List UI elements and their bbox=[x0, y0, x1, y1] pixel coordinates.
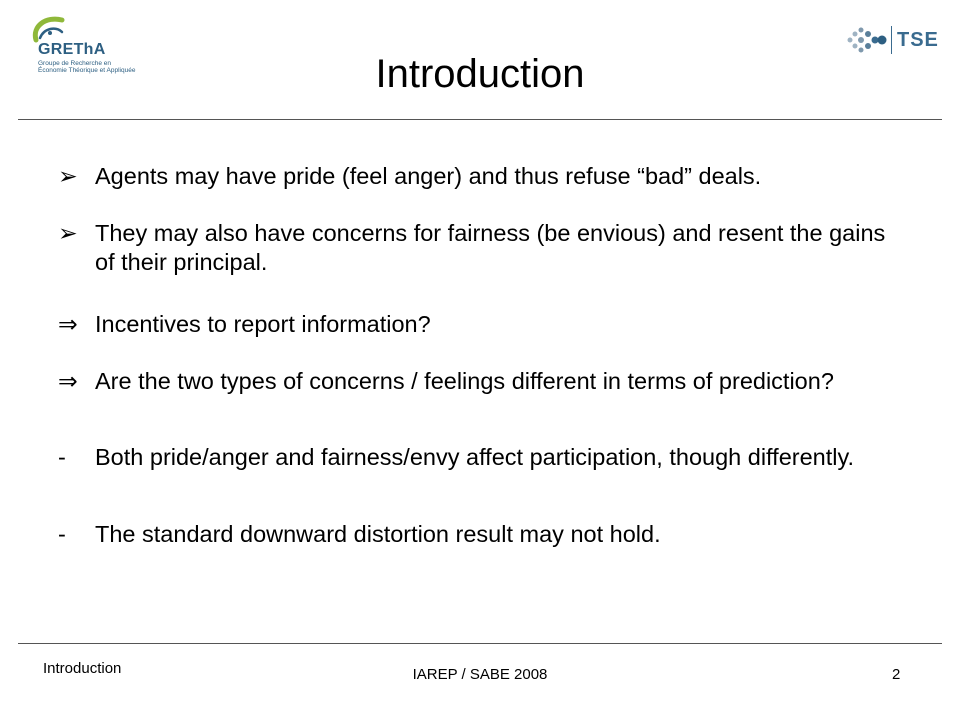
title-divider bbox=[18, 119, 942, 120]
bullet-item-2 bbox=[58, 219, 898, 277]
tse-logo-name: TSE bbox=[897, 29, 939, 51]
bullet-item-4 bbox=[58, 367, 898, 396]
footer-section-label: Introduction bbox=[43, 660, 122, 677]
arrow-bullet-icon: ➢ bbox=[58, 163, 78, 189]
bullet-text: Are the two types of concerns / feelings different in terms of prediction? bbox=[95, 368, 834, 394]
bullet-text: The standard downward distortion result may not hold. bbox=[95, 521, 661, 547]
footer-divider bbox=[18, 643, 942, 644]
bullet-text: Agents may have pride (feel anger) and thus refuse “bad” deals. bbox=[95, 163, 762, 189]
bullet-text: They may also have concerns for fairness (be envious) and resent the gains of their principal. bbox=[95, 220, 886, 275]
bullet-item-6 bbox=[58, 520, 898, 549]
bullet-text: Both pride/anger and fairness/envy affect participation, though differently. bbox=[95, 444, 855, 470]
bullet-item-5 bbox=[58, 443, 898, 472]
arrow-bullet-icon: ➢ bbox=[58, 220, 78, 246]
implies-bullet-icon: ⇒ bbox=[58, 368, 78, 394]
dash-bullet: - bbox=[58, 444, 66, 470]
implies-bullet-icon: ⇒ bbox=[58, 311, 78, 337]
gretha-logo-name: GREThA bbox=[38, 41, 106, 58]
bullet-item-3 bbox=[58, 310, 898, 339]
gretha-logo-subtitle-1: Groupe de Recherche en bbox=[38, 60, 111, 67]
bullet-item-1 bbox=[58, 162, 898, 191]
slide-title: Introduction bbox=[375, 52, 585, 96]
gretha-logo-subtitle-2: Économie Théorique et Appliquée bbox=[38, 67, 136, 74]
bullet-text: Incentives to report information? bbox=[95, 311, 431, 337]
footer-conference: IAREP / SABE 2008 bbox=[412, 666, 548, 683]
page-number: 2 bbox=[892, 666, 901, 683]
dash-bullet: - bbox=[58, 521, 66, 547]
